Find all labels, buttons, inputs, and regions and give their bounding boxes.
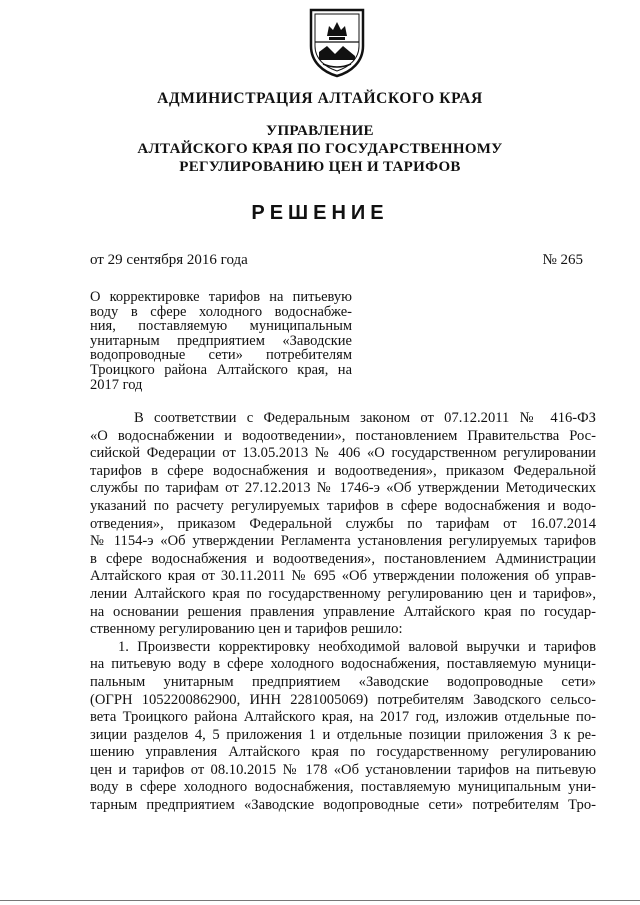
coat-of-arms-emblem [307,6,367,78]
body-line: указаний по расчету регулируемых тарифов в сфере водоснабжения и водо- [90,497,596,514]
document-date: от 29 сентября 2016 года [90,252,248,268]
body-line: отведения», приказом Федеральной службы по тарифам от 16.07.2014 [90,515,596,532]
subject-line: ния, поставляемую муниципальным [90,318,352,335]
body-line: вета Троицкого района Алтайского края, на 2017 год, изложив отдельные по- [90,709,596,726]
body-line: зиции разделов 4, 5 приложения 1 и отдельные позиции приложения 3 к ре- [90,726,596,743]
document-subject [90,290,352,392]
body-line: пальным унитарным предприятием «Заводские водопроводные сети» [90,673,596,690]
body-line: В соответствии с Федеральным законом от 07.12.2011 № 416-ФЗ [134,410,596,426]
body-line: «О водоснабжении и водоотведении», постановлением Правительства Рос- [90,427,596,444]
body-line: сийской Федерации от 13.05.2013 № 406 «О государственном регулировании [90,445,596,462]
subject-line: воду в сфере холодного водоснабже- [90,303,352,320]
subject-line: унитарным предприятием «Заводские [90,332,352,349]
subject-line: Троицкого района Алтайского края, на [90,361,352,378]
document-type-title: РЕШЕНИЕ [251,202,389,224]
body-line: 1. Произвести корректировку необходимой валовой выручки и тарифов [118,638,596,655]
body-line: лении Алтайского края по государственному регулированию цен и тарифов», [90,585,596,602]
subject-line: О корректировке тарифов на питьевую [90,289,352,305]
body-line: воду в сфере холодного водоснабжения, поставляемую муниципальным уни- [90,779,596,796]
body-line: № 1154-э «Об утверждении Регламента установления регулируемых тарифов [90,533,596,550]
department-heading [0,122,640,176]
body-line: цен и тарифов от 08.10.2015 № 178 «Об установлении тарифов на питьевую [90,761,596,778]
administration-heading: АДМИНИСТРАЦИЯ АЛТАЙСКОГО КРАЯ [157,90,483,107]
body-line: на питьевую воду в сфере холодного водоснабжения, поставляемую муници- [90,656,596,673]
document-body [90,410,596,815]
document-number: № 265 [542,252,583,268]
department-line: РЕГУЛИРОВАНИЮ ЦЕН И ТАРИФОВ [179,159,461,175]
body-line: Алтайского края от 30.11.2011 № 695 «Об утверждении положения об управ- [90,568,596,585]
body-line: тарным предприятием «Заводские водопроводные сети» потребителям Тро- [90,797,596,814]
body-line: ственному регулированию цен и тарифов решило: [90,621,403,638]
body-line: службы по тарифам от 27.12.2013 № 1746-э «Об утверждении Методических [90,480,596,497]
body-line: тарифов в сфере водоснабжения и водоотведения», приказом Федеральной [90,462,596,479]
body-line: шению управления Алтайского края по государственному регулированию [90,744,596,761]
body-line: на основании решения правления управление Алтайского края по государ- [90,603,596,620]
subject-line: 2017 год [90,376,143,393]
body-line: (ОГРН 1052200862900, ИНН 2281005069) потребителям Заводского сельсо- [90,691,596,708]
department-line: АЛТАЙСКОГО КРАЯ ПО ГОСУДАРСТВЕННОМУ [137,141,503,157]
body-line: в сфере водоснабжения и водоотведения», постановлением Администрации [90,550,596,567]
scan-edge-line [0,900,640,901]
subject-line: водопроводные сети» потребителям [90,347,352,364]
department-line: УПРАВЛЕНИЕ [266,123,374,139]
